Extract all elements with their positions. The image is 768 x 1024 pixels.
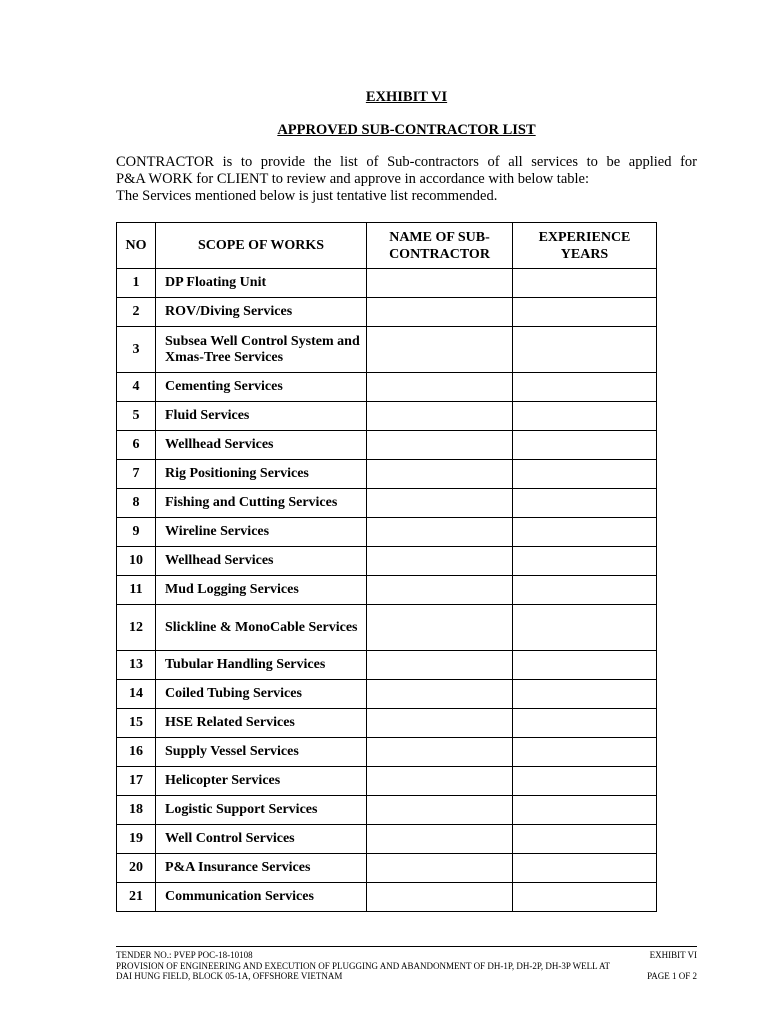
row-experience-years	[513, 373, 657, 402]
row-subcontractor-name	[367, 327, 513, 373]
row-number: 13	[117, 651, 156, 680]
table-header-row	[117, 223, 657, 269]
row-experience-years	[513, 605, 657, 651]
row-number: 18	[117, 796, 156, 825]
table-row	[117, 767, 657, 796]
intro-line-3: The Services mentioned below is just tentative list recommended.	[116, 188, 498, 204]
row-experience-years	[513, 431, 657, 460]
row-scope: DP Floating Unit	[156, 269, 367, 298]
row-subcontractor-name	[367, 460, 513, 489]
row-scope: ROV/Diving Services	[156, 298, 367, 327]
row-scope: Helicopter Services	[156, 767, 367, 796]
table-row	[117, 460, 657, 489]
row-scope: Wireline Services	[156, 518, 367, 547]
header-experience-line1: EXPERIENCE	[538, 229, 631, 245]
table-row	[117, 605, 657, 651]
page-footer	[116, 946, 697, 982]
row-subcontractor-name	[367, 709, 513, 738]
footer-page-number: PAGE 1 OF 2	[647, 971, 697, 981]
row-scope: Communication Services	[156, 883, 367, 912]
row-number: 20	[117, 854, 156, 883]
row-experience-years	[513, 460, 657, 489]
row-experience-years	[513, 298, 657, 327]
row-number: 21	[117, 883, 156, 912]
row-scope: Wellhead Services	[156, 431, 367, 460]
row-subcontractor-name	[367, 738, 513, 767]
intro-paragraph	[116, 154, 697, 205]
row-number: 5	[117, 402, 156, 431]
row-subcontractor-name	[367, 489, 513, 518]
row-experience-years	[513, 709, 657, 738]
header-name-line1: NAME OF SUB-	[389, 229, 490, 245]
header-experience-line2: YEARS	[560, 246, 609, 262]
table-row	[117, 402, 657, 431]
row-scope: P&A Insurance Services	[156, 854, 367, 883]
row-subcontractor-name	[367, 298, 513, 327]
row-experience-years	[513, 269, 657, 298]
row-subcontractor-name	[367, 825, 513, 854]
table-row	[117, 576, 657, 605]
row-subcontractor-name	[367, 576, 513, 605]
row-subcontractor-name	[367, 796, 513, 825]
table-row	[117, 651, 657, 680]
intro-line-1: CONTRACTOR is to provide the list of Sub-contractors of all services to be applied for	[116, 154, 697, 170]
table-row	[117, 327, 657, 373]
row-number: 17	[117, 767, 156, 796]
row-experience-years	[513, 402, 657, 431]
row-scope: Tubular Handling Services	[156, 651, 367, 680]
row-experience-years	[513, 825, 657, 854]
row-scope: HSE Related Services	[156, 709, 367, 738]
subcontractor-table	[116, 222, 657, 912]
row-subcontractor-name	[367, 518, 513, 547]
table-row	[117, 854, 657, 883]
table-row	[117, 298, 657, 327]
row-experience-years	[513, 327, 657, 373]
exhibit-title: EXHIBIT VI	[365, 89, 448, 105]
row-subcontractor-name	[367, 651, 513, 680]
row-number: 12	[117, 605, 156, 651]
table-row	[117, 680, 657, 709]
document-title: APPROVED SUB-CONTRACTOR LIST	[277, 122, 536, 138]
row-number: 16	[117, 738, 156, 767]
row-number: 14	[117, 680, 156, 709]
row-number: 7	[117, 460, 156, 489]
row-scope: Cementing Services	[156, 373, 367, 402]
row-subcontractor-name	[367, 605, 513, 651]
row-scope: Supply Vessel Services	[156, 738, 367, 767]
row-scope: Subsea Well Control System and Xmas-Tree Services	[156, 327, 367, 373]
table-row	[117, 738, 657, 767]
table-row	[117, 269, 657, 298]
row-scope: Logistic Support Services	[156, 796, 367, 825]
table-row	[117, 547, 657, 576]
row-experience-years	[513, 738, 657, 767]
row-experience-years	[513, 796, 657, 825]
row-subcontractor-name	[367, 269, 513, 298]
row-scope: Wellhead Services	[156, 547, 367, 576]
row-experience-years	[513, 518, 657, 547]
row-experience-years	[513, 854, 657, 883]
table-row	[117, 373, 657, 402]
row-number: 15	[117, 709, 156, 738]
row-scope: Slickline & MonoCable Services	[156, 605, 367, 651]
footer-provision: PROVISION OF ENGINEERING AND EXECUTION OF PLUGGING AND ABANDONMENT OF DH-1P, DH-2P, DH-3P WELL AT	[116, 960, 611, 971]
row-experience-years	[513, 547, 657, 576]
row-subcontractor-name	[367, 547, 513, 576]
footer-location: DAI HUNG FIELD, BLOCK 05-1A, OFFSHORE VIETNAM	[116, 971, 343, 981]
row-scope: Fishing and Cutting Services	[156, 489, 367, 518]
footer-exhibit: EXHIBIT VI	[649, 950, 697, 960]
row-subcontractor-name	[367, 854, 513, 883]
table-row	[117, 883, 657, 912]
row-number: 1	[117, 269, 156, 298]
row-subcontractor-name	[367, 883, 513, 912]
table-row	[117, 431, 657, 460]
intro-line-2: P&A WORK for CLIENT to review and approve in accordance with below table:	[116, 171, 589, 187]
row-number: 6	[117, 431, 156, 460]
table-row	[117, 825, 657, 854]
row-number: 10	[117, 547, 156, 576]
row-number: 3	[117, 327, 156, 373]
row-subcontractor-name	[367, 680, 513, 709]
row-scope: Mud Logging Services	[156, 576, 367, 605]
row-subcontractor-name	[367, 767, 513, 796]
row-subcontractor-name	[367, 373, 513, 402]
row-scope: Rig Positioning Services	[156, 460, 367, 489]
row-number: 11	[117, 576, 156, 605]
row-number: 9	[117, 518, 156, 547]
header-experience	[513, 223, 657, 269]
table-row	[117, 709, 657, 738]
row-experience-years	[513, 489, 657, 518]
row-number: 4	[117, 373, 156, 402]
row-number: 19	[117, 825, 156, 854]
row-experience-years	[513, 651, 657, 680]
row-number: 2	[117, 298, 156, 327]
footer-tender-number: TENDER NO.: PVEP POC-18-10108	[116, 950, 253, 960]
row-experience-years	[513, 680, 657, 709]
row-experience-years	[513, 576, 657, 605]
row-experience-years	[513, 767, 657, 796]
row-scope: Well Control Services	[156, 825, 367, 854]
header-scope: SCOPE OF WORKS	[156, 223, 367, 269]
table-row	[117, 489, 657, 518]
header-name	[367, 223, 513, 269]
table-row	[117, 518, 657, 547]
row-scope: Coiled Tubing Services	[156, 680, 367, 709]
row-subcontractor-name	[367, 402, 513, 431]
header-no: NO	[117, 223, 156, 269]
row-subcontractor-name	[367, 431, 513, 460]
row-scope: Fluid Services	[156, 402, 367, 431]
table-row	[117, 796, 657, 825]
header-name-line2: CONTRACTOR	[389, 246, 490, 262]
row-number: 8	[117, 489, 156, 518]
row-experience-years	[513, 883, 657, 912]
